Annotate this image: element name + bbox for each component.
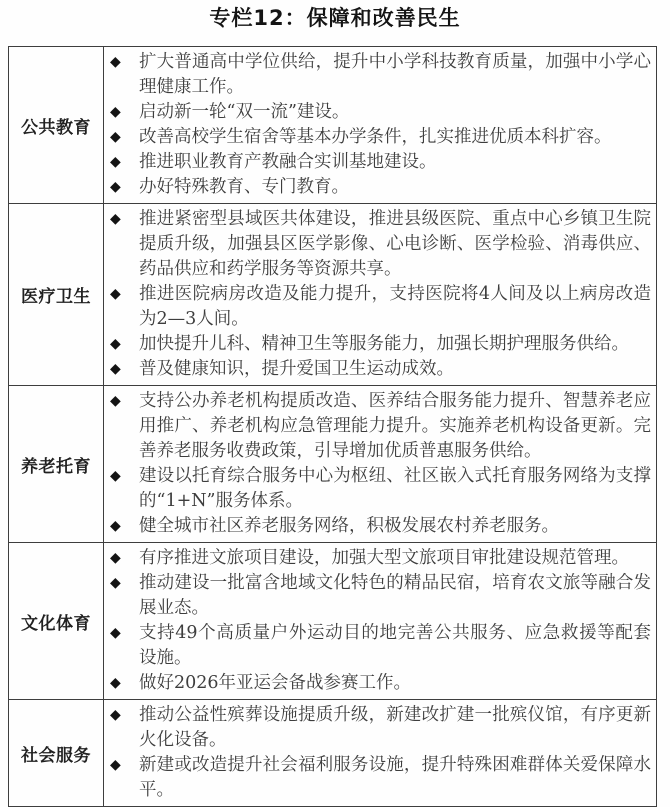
category-cell: 养老托育 xyxy=(9,386,104,543)
list-item xyxy=(110,671,651,696)
livelihood-table xyxy=(8,46,657,807)
page-title: 专栏12：保障和改善民生 xyxy=(209,6,461,30)
list-item xyxy=(110,125,651,150)
items-cell xyxy=(104,47,657,204)
items-cell xyxy=(104,543,657,700)
diamond-bullet-icon: ◆ xyxy=(110,468,121,484)
item-text: 改善高校学生宿舍等基本办学条件，扎实推进优质本科扩容。 xyxy=(139,127,612,147)
item-text: 推动建设一批富含地域文化特色的精品民宿，培育农文旅等融合发展业态。 xyxy=(139,573,651,618)
diamond-bullet-icon: ◆ xyxy=(110,104,121,120)
item-text: 推进医院病房改造及能力提升，支持医院将4人间及以上病房改造为2—3人间。 xyxy=(139,284,651,329)
table-body xyxy=(9,47,657,807)
list-item xyxy=(110,546,651,571)
diamond-bullet-icon: ◆ xyxy=(110,675,121,691)
category-cell: 社会服务 xyxy=(9,700,104,807)
diamond-bullet-icon: ◆ xyxy=(110,286,121,302)
item-text: 健全城市社区养老服务网络，积极发展农村养老服务。 xyxy=(139,516,559,536)
items-cell xyxy=(104,204,657,386)
list-item xyxy=(110,703,651,753)
document-page xyxy=(0,5,670,800)
diamond-bullet-icon: ◆ xyxy=(110,575,121,591)
item-text: 普及健康知识，提升爱国卫生运动成效。 xyxy=(139,359,454,379)
diamond-bullet-icon: ◆ xyxy=(110,211,121,227)
list-item xyxy=(110,150,651,175)
item-text: 支持公办养老机构提质改造、医养结合服务能力提升、智慧养老应用推广、养老机构应急管理能力提升。实施养老机构设备更新。完善养老服务收费政策，引导增加优质普惠服务供给。 xyxy=(139,391,651,461)
item-text: 建设以托育综合服务中心为枢纽、社区嵌入式托育服务网络为支撑的“1+N”服务体系。 xyxy=(139,466,651,511)
item-text: 有序推进文旅项目建设，加强大型文旅项目审批建设规范管理。 xyxy=(139,548,629,568)
item-text: 新建或改造提升社会福利服务设施，提升特殊困难群体关爱保障水平。 xyxy=(139,755,651,800)
list-item xyxy=(110,464,651,514)
category-cell: 医疗卫生 xyxy=(9,204,104,386)
table-row xyxy=(9,386,657,543)
list-item xyxy=(110,282,651,332)
list-item xyxy=(110,100,651,125)
list-item xyxy=(110,207,651,282)
table-row xyxy=(9,700,657,807)
diamond-bullet-icon: ◆ xyxy=(110,361,121,377)
diamond-bullet-icon: ◆ xyxy=(110,518,121,534)
list-item xyxy=(110,571,651,621)
item-text: 推动公益性殡葬设施提质升级，新建改扩建一批殡仪馆，有序更新火化设备。 xyxy=(139,705,651,750)
items-cell xyxy=(104,700,657,807)
category-cell: 文化体育 xyxy=(9,543,104,700)
item-text: 支持49个高质量户外运动目的地完善公共服务、应急救援等配套设施。 xyxy=(139,623,651,668)
diamond-bullet-icon: ◆ xyxy=(110,393,121,409)
diamond-bullet-icon: ◆ xyxy=(110,179,121,195)
items-cell xyxy=(104,386,657,543)
item-text: 推进职业教育产教融合实训基地建设。 xyxy=(139,152,437,172)
diamond-bullet-icon: ◆ xyxy=(110,757,121,773)
list-item xyxy=(110,50,651,100)
diamond-bullet-icon: ◆ xyxy=(110,54,121,70)
table-row xyxy=(9,47,657,204)
item-text: 做好2026年亚运会备战参赛工作。 xyxy=(139,673,412,693)
item-text: 推进紧密型县域医共体建设，推进县级医院、重点中心乡镇卫生院提质升级，加强县区医学影像、心电诊断、医学检验、消毒供应、药品供应和药学服务等资源共享。 xyxy=(139,209,651,279)
diamond-bullet-icon: ◆ xyxy=(110,550,121,566)
diamond-bullet-icon: ◆ xyxy=(110,336,121,352)
list-item xyxy=(110,389,651,464)
category-cell: 公共教育 xyxy=(9,47,104,204)
item-text: 启动新一轮“双一流”建设。 xyxy=(139,102,350,122)
table-row xyxy=(9,204,657,386)
diamond-bullet-icon: ◆ xyxy=(110,625,121,641)
list-item xyxy=(110,514,651,539)
list-item xyxy=(110,753,651,803)
diamond-bullet-icon: ◆ xyxy=(110,707,121,723)
item-text: 扩大普通高中学位供给，提升中小学科技教育质量，加强中小学心理健康工作。 xyxy=(139,52,651,97)
item-text: 加快提升儿科、精神卫生等服务能力，加强长期护理服务供给。 xyxy=(139,334,629,354)
list-item xyxy=(110,621,651,671)
table-row xyxy=(9,543,657,700)
diamond-bullet-icon: ◆ xyxy=(110,154,121,170)
item-text: 办好特殊教育、专门教育。 xyxy=(139,177,349,197)
list-item xyxy=(110,332,651,357)
list-item xyxy=(110,175,651,200)
diamond-bullet-icon: ◆ xyxy=(110,129,121,145)
list-item xyxy=(110,357,651,382)
